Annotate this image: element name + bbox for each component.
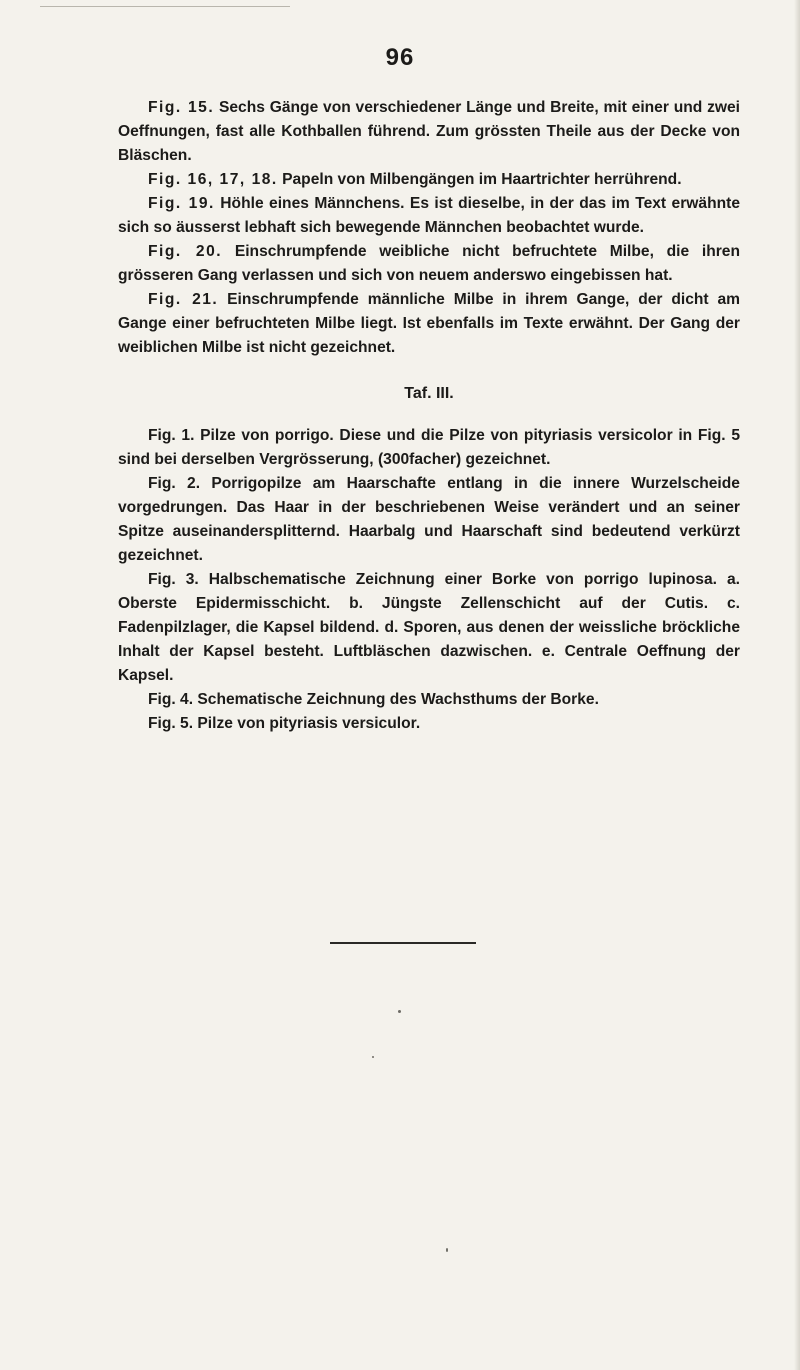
caption-text: Porrigopilze am Haarschafte entlang in die innere Wurzelscheide vorgedrungen. Das Haar in der beschriebenen Weise verändert und an seiner Spitze auseinandersplitternd. Haarbalg und Haarschaft sind bedeutend verkürzt gezeichnet. bbox=[118, 475, 740, 564]
caption-taf3-fig-1 bbox=[118, 424, 740, 472]
caption-text: Pilze von pityriasis versiculor. bbox=[197, 715, 421, 732]
fig-label: Fig. 20. bbox=[148, 243, 223, 260]
caption-text: Höhle eines Männchens. Es ist dieselbe, in der das im Text erwähnte sich so äusserst lebhaft sich bewegende Männchen beobachtet wurde. bbox=[118, 195, 741, 236]
caption-taf3-fig-5 bbox=[118, 712, 740, 736]
caption-fig-21 bbox=[118, 288, 740, 360]
caption-text: Einschrumpfende männliche Milbe in ihrem Gange, der dicht am Gange einer befruchteten Milbe liegt. Ist ebenfalls im Texte erwähnt. Der Gang der weiblichen Milbe ist nicht gezeichnet. bbox=[118, 291, 740, 356]
caption-fig-15 bbox=[118, 96, 740, 168]
caption-taf3-fig-4 bbox=[118, 688, 740, 712]
caption-text: Sechs Gänge von verschiedener Länge und Breite, mit einer und zwei Oeffnungen, fast alle Kothballen führend. Zum grössten Theile aus der Decke von Bläschen. bbox=[118, 99, 740, 164]
section-heading: Taf. III. bbox=[404, 385, 454, 402]
fig-label: Fig. 19. bbox=[148, 195, 215, 212]
caption-text: Halbschematische Zeichnung einer Borke von porrigo lupinosa. a. Oberste Epidermisschicht. b. Jüngste Zellenschicht auf der Cutis. c. Fadenpilzlager, die Kapsel bildend. d. Sporen, aus denen der weissliche bröckliche Inhalt der Kapsel besteht. Luftbläschen dazwischen. e. Centrale Oeffnung der Kapsel. bbox=[118, 571, 740, 684]
caption-taf3-fig-2 bbox=[118, 472, 740, 568]
caption-text: Einschrumpfende weibliche nicht befruchtete Milbe, die ihren grösseren Gang verlassen und sich von neuem anderswo eingebissen hat. bbox=[118, 243, 740, 284]
paper-speck bbox=[446, 1248, 448, 1252]
page-number: 96 bbox=[385, 44, 415, 71]
page-edge-shadow bbox=[794, 0, 800, 1370]
paper-speck bbox=[398, 1010, 401, 1013]
fig-label: Fig. 1. bbox=[148, 427, 195, 444]
paper-speck bbox=[372, 1056, 374, 1058]
fig-label: Fig. 15. bbox=[148, 99, 215, 116]
fig-label: Fig. 5. bbox=[148, 715, 194, 732]
caption-fig-20 bbox=[118, 240, 740, 288]
caption-fig-19 bbox=[118, 192, 740, 240]
fig-label: Fig. 3. bbox=[148, 571, 199, 588]
caption-taf3-fig-3 bbox=[118, 568, 740, 688]
caption-text: Schematische Zeichnung des Wachsthums der Borke. bbox=[197, 691, 599, 708]
fig-label: Fig. 4. bbox=[148, 691, 194, 708]
body-text bbox=[118, 96, 740, 736]
closing-rule bbox=[330, 942, 476, 944]
caption-fig-16-18 bbox=[118, 168, 740, 192]
fig-label: Fig. 2. bbox=[148, 475, 201, 492]
fig-label: Fig. 16, 17, 18. bbox=[148, 171, 278, 188]
top-edge-rule bbox=[40, 6, 290, 7]
caption-text: Papeln von Milbengängen im Haartrichter herrührend. bbox=[282, 171, 682, 188]
caption-text: Pilze von porrigo. Diese und die Pilze von pityriasis versicolor in Fig. 5 sind bei derselben Vergrösserung, (300facher) gezeichnet. bbox=[118, 427, 741, 468]
fig-label: Fig. 21. bbox=[148, 291, 219, 308]
